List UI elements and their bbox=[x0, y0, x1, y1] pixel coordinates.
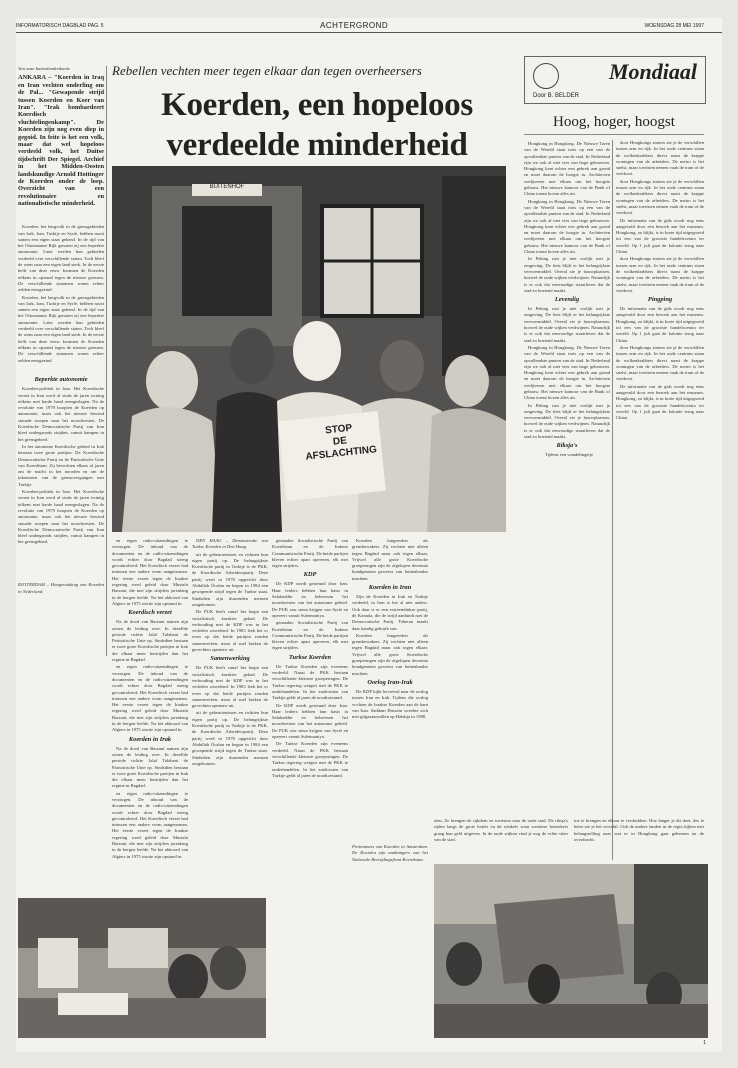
subhead-levendig: Levendig bbox=[554, 296, 580, 304]
column-rule bbox=[106, 66, 107, 656]
mondiaal-rule bbox=[524, 134, 704, 135]
subhead-kdp: KDP bbox=[303, 571, 317, 579]
photo-protest-march bbox=[434, 864, 708, 1038]
mondiaal-col1: Hongkong in Hongkong. De Nieuwe Toren van de Wereld staat trots op een van de opvallendste punten van de stad. In Nederland zijn we ook al niet vies van hoge gebouwen. Hongkong kent echter een gebrek aan grond en moet daarom de hoogte in. Architecten wedijveren met elkaar om het hoogste gebouw. Het nieuwe kantoor van de Bank of China torent boven alles uit. Hongkong in Hongkong. De Nieuwe Toren van de Wereld staat trots op een van de opvallendste punten van de stad. In Nederland zijn we ook al niet vies van hoge gebouwen. Hongkong kent echter een gebrek aan grond en moet daarom de hoogte in. Architecten wedijveren met elkaar om het hoogste gebouw. Het nieuwe kantoor van de Bank of China torent boven alles uit. In Peking rust je niet vrolijk met je omgeving. De fiets blijft er het belangrijkste vervoermiddel. Overal zie je bouwplaatsen, hoewel de oude wijken verdwijnen. Natuurlijk is er ook dat eenvoudige straatleven dat de stad zo boeiend maakt. Levendig In Peking rust je niet vrolijk met je omgeving. De fiets blijft er het belangrijkste vervoermiddel. Overal zie je bouwplaatsen, hoewel de oude wijken verdwijnen. Natuurlijk is er ook dat eenvoudige straatleven dat de stad zo boeiend maakt. Hongkong in Hongkong. De Nieuwe Toren van de Wereld staat trots op een van de opvallendste punten van de stad. In Nederland zijn we ook al niet vies van hoge gebouwen. Hongkong kent echter een gebrek aan grond en moet daarom de hoogte in. Architecten wedijveren met elkaar om het hoogste gebouw. Het nieuwe kantoor van de Bank of China torent boven alles uit. In Peking rust je niet vrolijk met je omgeving. De fiets blijft er het belangrijkste vervoermiddel. Overal zie je bouwplaatsen, hoewel de oude wijken verdwijnen. Natuurlijk is er ook dat eenvoudige straatleven dat de stad zo boeiend maakt. Riksja's Tijdens een wandelingetje bbox=[524, 141, 610, 458]
banner-line-2: DE bbox=[332, 435, 348, 448]
lead-paragraph: ANKARA – "Koerden in Iraq en Iran vechten onderling om de Pal... "Gewapende strijd tussen Koerden en Koer van Iran". "Irak bombardeert Koerdisch vluchtelingenkamp". De Koerden zijn nog even diep in gegoid. In feite is het een volk, maar dat wel hopeloos verdeeld volk, het Duitse tijdschrift Der Spiegel. Archief in het Midden-Oosten landskundige Arnold Hottinger de Koerden onder de loep. Overzicht van een revolutionaire en nationalistische minderheid. bbox=[18, 74, 104, 208]
body-col1b: Koerden-politiek in Iran. Het Koerdische verzet in Iran werd al sinds de jaren twintig telkens met harde hand neergeslagen. Na de revolutie van 1979 hoopten de Koerden op autonomie, maar ook het nieuwe bewind stuurde troepen naar het noordwesten. De Koerdische Democratische Partij van Iran bleef ondergronds strijden, vanuit kampen in het grensgebied. In het autonome Koerdische gebied in Irak bestaan twee grote partijen. De Koerdische Democratische Partij en de Patriottische Unie van Koerdistan. Zij bevechten elkaar al jaren om de macht in het noorden en om de inkomsten van de grensovergangen met Turkije. Koerden-politiek in Iran. Het Koerdische verzet in Iran werd al sinds de jaren twintig telkens met harde hand neergeslagen. Na de revolutie van 1979 hoopten de Koerden op autonomie, maar ook het nieuwe bewind stuurde troepen naar het noordwesten. De Koerdische Democratische Partij van Iran bleef ondergronds strijden, vanuit kampen in het grensgebied. bbox=[18, 386, 104, 545]
page-number: 1 bbox=[703, 1040, 706, 1046]
newspaper-page bbox=[16, 18, 722, 1052]
caption-den-haag: DEN HAAG – Demonstratie van Turkse Koerden in Den Haag. bbox=[192, 538, 268, 550]
subhead-turkse-koerden: Turkse Koerden bbox=[288, 653, 332, 661]
photo-hunger-strike bbox=[18, 898, 266, 1038]
mondiaal-brand: Mondiaal bbox=[608, 59, 697, 84]
subhead-pingping: Pingping bbox=[647, 296, 673, 304]
banner-line-1: STOP bbox=[324, 422, 353, 437]
mondiaal-column-rule bbox=[612, 140, 613, 860]
mondiaal-bottom-right: toe te brengen en elkaar te verdrukken. Hoe langer je dit doet, des te beter zie je het verschil. Ook de andere landen in de regio kijken met belangstelling naar wat er in Hongkong gaat gebeuren na de overdracht. bbox=[574, 818, 704, 842]
subhead-riksjas: Riksja's bbox=[556, 442, 578, 450]
subhead-koerden-in-iran: Koerden in Iran bbox=[368, 584, 412, 592]
intro-label: Van onze buitenlandredactie bbox=[18, 66, 71, 71]
body-col4: gemaakte Socialistische Partij van Koerdistan en de Irakese Communistische Partij. De beide partijen bleven echter apart opereren, elk met eigen strijders. KDP De KDP wordt gesteund door Iran. Haar leiders hebben hun basis in Salahaddin en beheersen het noordwesten van het autonome gebied. De PUK zou steun krijgen van Syrië en opereert vanuit Suleimaniya. gemaakte Socialistische Partij van Koerdistan en de Irakese Communistische Partij. De beide partijen bleven echter apart opereren, elk met eigen strijders. Turkse Koerden De Turkse Koerden zijn eveneens verdeeld. Naast de PKK bestaan verschillende kleinere groeperingen. De Turkse regering weigert met de PKK te onderhandelen. In het zuidoosten van Turkije geldt al jaren de noodtoestand. De KDP wordt gesteund door Iran. Haar leiders hebben hun basis in Salahaddin en beheersen het noordwesten van het autonome gebied. De PUK zou steun krijgen van Syrië en opereert vanuit Suleimaniya. De Turkse Koerden zijn eveneens verdeeld. Naast de PKK bestaan verschillende kleinere groeperingen. De Turkse regering weigert met de PKK te onderhandelen. In het zuidoosten van Turkije geldt al jaren de noodtoestand. bbox=[272, 538, 348, 778]
body-col2: en eigen radio-uitzendingen te verzorgen. De inhoud van de documenten en de radio-uitzendingen wordt echter door Bagdad streng gecontroleerd. Het Koerdisch verzet had intussen een andere vorm aangenomen. Het eerste verzet tegen de Iraakse regering werd geleid door Mustafa Barzani, die met zijn strijders jarenlang in de bergen leefde. Na het akkoord van Algiers in 1975 stortte zijn opstand in. Koerdisch verzet Na de dood van Barzani namen zijn zonen de leiding over. In dezelfde periode richtte Jalal Talabani de Patriottische Unie op. Sindsdien bestaan er twee grote Koerdische partijen in Irak die elkaar meer bestrijden dan het regime in Bagdad. en eigen radio-uitzendingen te verzorgen. De inhoud van de documenten en de radio-uitzendingen wordt echter door Bagdad streng gecontroleerd. Het Koerdisch verzet had intussen een andere vorm aangenomen. Het eerste verzet tegen de Iraakse regering werd geleid door Mustafa Barzani, die met zijn strijders jarenlang in de bergen leefde. Na het akkoord van Algiers in 1975 stortte zijn opstand in. Koerden in Irak Na de dood van Barzani namen zijn zonen de leiding over. In dezelfde periode richtte Jalal Talabani de Patriottische Unie op. Sindsdien bestaan er twee grote Koerdische partijen in Irak die elkaar meer bestrijden dan het regime in Bagdad. en eigen radio-uitzendingen te verzorgen. De inhoud van de documenten en de radio-uitzendingen wordt echter door Bagdad streng gecontroleerd. Het Koerdisch verzet had intussen een andere vorm aangenomen. Het eerste verzet tegen de Iraakse regering werd geleid door Mustafa Barzani, die met zijn strijders jarenlang in de bergen leefde. Na het akkoord van Algiers in 1975 stortte zijn opstand in. bbox=[112, 538, 188, 859]
banner-line-3: AFSLACHTING bbox=[304, 444, 378, 463]
body-col5: Koerden fungeerden als grensbewakers. Zij vochten niet alleen tegen Bagdad maar ook tegen elkaar. Vrijwel alle grote Koerdische groeperingen zijn de afgelopen decennia bondgenoten geweest van buitenlandse machten. Koerden in Iran Zijn de Koerden in Irak en Turkije verdeeld, in Iran is het al niet anders. Ook daar is er een extreemlinkse partij, de Komala, die de strijd aanbindt met de Democratische Partij. Teheran maakt daar handig gebruik van. Koerden fungeerden als grensbewakers. Zij vochten niet alleen tegen Bagdad maar ook tegen elkaar. Vrijwel alle grote Koerdische groeperingen zijn de afgelopen decennia bondgenoten geweest van buitenlandse machten. Oorlog Iran-Irak De KDP kijkt bevreesd naar de oorlog tussen Iran en Irak. Tijdens die oorlog vochten de Iraakse Koerden aan de kant van Iran. Saddam Hussein wreekte zich met gifgasaanvallen op Halabja in 1988. bbox=[352, 538, 428, 720]
intro-column bbox=[18, 66, 104, 634]
header-paper-name: INFORMATORISCH DAGBLAD PAG. 5 bbox=[16, 23, 104, 29]
subhead-koerdisch-verzet: Koerdisch verzet bbox=[128, 609, 172, 617]
article-title: Koerden, een hopeloos verdeelde minderheid bbox=[161, 87, 473, 163]
caption-rotterdam: ROTTERDAM – Hongerstaking van Koerden in Nederland. bbox=[18, 582, 104, 594]
subhead-oorlog-iran-irak: Oorlog Iran-Irak bbox=[367, 678, 413, 686]
kicker: Rebellen vechten meer tegen elkaar dan tegen overheersers bbox=[112, 63, 422, 78]
body-col3: DEN HAAG – Demonstratie van Turkse Koerden in Den Haag. uit de gebeurtenissen en richtten hun eigen partij op. De belangrijkste Koerdische partij in Turkije is de PKK, de Koerdische Arbeiderspartij. Deze partij werd in 1978 opgericht door Abdullah Öcalan en begon in 1984 een gewapende strijd tegen de Turkse staat. Sindsdien zijn duizenden mensen omgekomen. De PUK heeft vanaf het begin een socialistisch karakter gehad. De verhouding met de KDP was in het verleden wisselend. In 1983 leek het er even op dat beide partijen zouden samenwerken, maar al snel braken de gevechten opnieuw uit. Samenwerking De PUK heeft vanaf het begin een socialistisch karakter gehad. De verhouding met de KDP was in het verleden wisselend. In 1983 leek het er even op dat beide partijen zouden samenwerken, maar al snel braken de gevechten opnieuw uit. uit de gebeurtenissen en richtten hun eigen partij op. De belangrijkste Koerdische partij in Turkije is de PKK, de Koerdische Arbeiderspartij. Deze partij werd in 1978 opgericht door Abdullah Öcalan en begon in 1984 een gewapende strijd tegen de Turkse staat. Sindsdien zijn duizenden mensen omgekomen. bbox=[192, 538, 268, 766]
caption-amsterdam: Protestmars van Koerden in Amsterdam. De Koerden zijn aanhangers van het Nationale Bevrijdingsfront Koerdistan. bbox=[352, 844, 428, 862]
mondiaal-col2: door Hongkongs straten zie je de verschillen tussen arm en rijk. In het oude centrum staan de wolkenkrabbers direct naast de krappe woningen van de arbeiders. De metro is het snelst, maar toeristen nemen vaak de tram of de veerboot. door Hongkongs straten zie je de verschillen tussen arm en rijk. In het oude centrum staan de wolkenkrabbers direct naast de krappe woningen van de arbeiders. De metro is het snelst, maar toeristen nemen vaak de tram of de veerboot. De informatie van de gids wordt nog eens aangevuld door een bezoek aan het museum. Hongkong, zo blijkt, is in korte tijd uitgegroeid tot een van de grootste handelscentra ter wereld. Op 1 juli gaat de kolonie terug naar China. door Hongkongs straten zie je de verschillen tussen arm en rijk. In het oude centrum staan de wolkenkrabbers direct naast de krappe woningen van de arbeiders. De metro is het snelst, maar toeristen nemen vaak de tram of de veerboot. Pingping De informatie van de gids wordt nog eens aangevuld door een bezoek aan het museum. Hongkong, zo blijkt, is in korte tijd uitgegroeid tot een van de grootste handelscentra ter wereld. Op 1 juli gaat de kolonie terug naar China. door Hongkongs straten zie je de verschillen tussen arm en rijk. In het oude centrum staan de wolkenkrabbers direct naast de krappe woningen van de arbeiders. De metro is het snelst, maar toeristen nemen vaak de tram of de veerboot. De informatie van de gids wordt nog eens aangevuld door een bezoek aan het museum. Hongkong, zo blijkt, is in korte tijd uitgegroeid tot een van de grootste handelscentra ter wereld. Op 1 juli gaat de kolonie terug naar China. bbox=[616, 140, 704, 421]
subhead-samenwerking: Samenwerking bbox=[210, 655, 250, 663]
photo-protest-den-haag bbox=[112, 166, 506, 532]
mondiaal-headline: Hoog, hoger, hoogst bbox=[553, 114, 675, 130]
globe-icon bbox=[533, 63, 559, 89]
page-header bbox=[16, 18, 722, 33]
photo-building-sign: BUITENHOF bbox=[209, 184, 245, 190]
header-section: ACHTERGROND bbox=[320, 21, 389, 30]
mondiaal-header bbox=[524, 56, 706, 104]
subhead-koerden-in-irak: Koerden in Irak bbox=[128, 735, 172, 743]
mondiaal-bottom-left: zien. Ze brengen de rijkdom en toeristen naar de oude stad. De riksja's rijden langs de grote hotels en de winkels waar westerse bezoekers graag hun geld uitgeven. In de oude wijken vind je nog de echte sfeer van de stad. bbox=[434, 818, 568, 842]
mondiaal-byline: Door B. BELDER bbox=[533, 93, 580, 99]
subhead-beperkte-autonomie: Beperkte autonomie bbox=[34, 376, 88, 384]
body-col1: Koerden, het bergvolk in de grensgebieden van Irak, Iran, Turkije en Syrië, hebben nooit samen een eigen staat gekend. In de tijd van het Ottomaanse Rijk genoten zij een beperkte autonomie. Later werden hun gebieden verdeeld over verschillende staten. Toch bleef de wens naar een eigen land sterk. In de eerste helft van deze eeuw kwamen de Koerden telkens in opstand tegen de nieuwe grenzen. De verschillende stammen waren echter zelden eensgezind. Koerden, het bergvolk in de grensgebieden van Irak, Iran, Turkije en Syrië, hebben nooit samen een eigen staat gekend. In de tijd van het Ottomaanse Rijk genoten zij een beperkte autonomie. Later werden hun gebieden verdeeld over verschillende staten. Toch bleef de wens naar een eigen land sterk. In de eerste helft van deze eeuw kwamen de Koerden telkens in opstand tegen de nieuwe grenzen. De verschillende stammen waren echter zelden eensgezind. bbox=[18, 224, 104, 363]
header-date: WOENSDAG 28 MEI 1997 bbox=[644, 23, 704, 29]
